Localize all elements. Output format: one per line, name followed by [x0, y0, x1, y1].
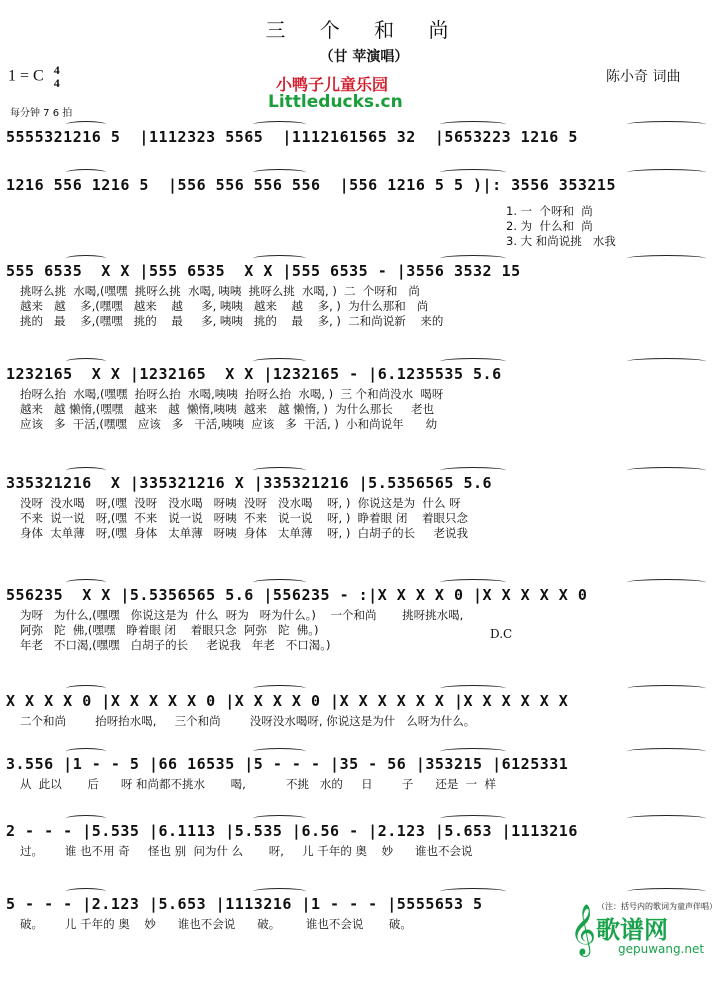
- slur-mark: [253, 888, 306, 895]
- key-label: 1 = C: [8, 67, 44, 85]
- lyric-line: 1. 一 个呀和 尚: [506, 204, 593, 218]
- lyric-line: 抬呀么抬 水喝,(嘿嘿 抬呀么抬 水喝,咦咦 抬呀么抬 水喝, ) 三 个和尚没水 喝呀: [20, 387, 444, 401]
- slur-mark: [627, 358, 706, 365]
- slur-mark: [253, 255, 306, 262]
- lyric-line: 二个和尚 抬呀抬水喝, 三个和尚 没呀没水喝呀, 你说这是为什 么呀为什么。: [20, 714, 476, 728]
- slur-mark: [66, 358, 106, 365]
- notation-line: 3.556 |1 - - 5 |66 16535 |5 - - - |35 - 56 |353215 |6125331: [6, 755, 578, 773]
- notation-line: 556235 X X |5.5356565 5.6 |556235 - :|X X X X 0 |X X X X X 0: [6, 586, 597, 604]
- lyric-line: 破。 儿 千年的 奥 妙 谁也不会说 破。 谁也不会说 破。: [20, 917, 412, 931]
- notation-line: 1232165 X X |1232165 X X |1232165 - |6.1235535 5.6: [6, 365, 512, 383]
- singer-credit: （甘 苹演唱）: [319, 49, 409, 65]
- slur-mark: [627, 815, 706, 822]
- slur-mark: [253, 169, 306, 176]
- slur-mark: [627, 888, 706, 895]
- slur-mark: [66, 888, 106, 895]
- logo-english: Littleducks.cn: [268, 92, 403, 112]
- slur-mark: [627, 579, 706, 586]
- slur-mark: [440, 358, 506, 365]
- slur-mark: [440, 255, 506, 262]
- lyric-line: 越来 越 多,(嘿嘿 越来 越 多, 咦咦 越来 越 多, ) 为什么那和 尚: [20, 299, 429, 313]
- lyric-line: 没呀 没水喝 呀,(嘿 没呀 没水喝 呀咦 没呀 没水喝 呀, ) 你说这是为 什么 呀: [20, 496, 461, 510]
- slur-mark: [66, 121, 106, 128]
- footer-note: （注：括号内的歌词为童声伴唱）: [597, 902, 717, 911]
- slur-mark: [440, 888, 506, 895]
- song-title: 三 个 和 尚: [265, 18, 463, 42]
- slur-mark: [253, 121, 306, 128]
- lyric-line: 不来 说一说 呀,(嘿 不来 说一说 呀咦 不来 说一说 呀, ) 睁着眼 闭 着眼只念: [20, 511, 468, 525]
- composer-credit: 陈小奇 词曲: [606, 69, 681, 85]
- slur-mark: [440, 579, 506, 586]
- lyric-line: 年老 不口渴,(嘿嘿 白胡子的长 老说我 年老 不口渴。): [20, 638, 331, 652]
- slur-mark: [627, 467, 706, 474]
- lyric-line: 从 此以 后 呀 和尚都不挑水 喝, 不挑 水的 日 子 还是 一 样: [20, 777, 496, 791]
- lyric-line: 越来 越 懒惰,(嘿嘿 越来 越 懒惰,咦咦 越来 越 懒惰, ) 为什么那长 老也: [20, 402, 434, 416]
- score-row: [6, 176, 722, 266]
- notation-line: 335321216 X |335321216 X |335321216 |5.5356565 5.6: [6, 474, 502, 492]
- watermark-logo: 歌谱网: [596, 916, 668, 944]
- slur-mark: [253, 685, 306, 692]
- slur-mark: [627, 685, 706, 692]
- watermark-url: gepuwang.net: [618, 942, 705, 956]
- lyric-line: 身体 太单薄 呀,(嘿 身体 太单薄 呀咦 身体 太单薄 呀, ) 白胡子的长 老说我: [20, 526, 468, 540]
- slur-mark: [440, 748, 506, 755]
- dc-mark: D.C: [490, 627, 513, 641]
- score-row: [6, 474, 722, 564]
- slur-mark: [440, 121, 506, 128]
- slur-mark: [66, 255, 106, 262]
- key-signature: [8, 64, 60, 90]
- score-row: [6, 586, 722, 676]
- lyric-line: 为呀 为什么,(嘿嘿 你说这是为 什么 呀为 呀为什么。) 一个和尚 挑呀挑水喝,: [20, 608, 464, 622]
- tempo-marking: 每分钟 7 6 拍: [10, 108, 73, 119]
- slur-mark: [440, 685, 506, 692]
- lyric-line: 应该 多 干活,(嘿嘿 应该 多 干活,咦咦 应该 多 干活, ) 小和尚说年 幼: [20, 417, 438, 431]
- score-row: [6, 365, 722, 455]
- lyric-line: 2. 为 什么和 尚: [506, 219, 593, 233]
- lyric-line: 阿弥 陀 佛,(嘿嘿 睁着眼 闭 着眼只念 阿弥 陀 佛。): [20, 623, 319, 637]
- score-row: [6, 262, 722, 352]
- notation-line: 2 - - - |5.535 |6.1113 |5.535 |6.56 - |2.123 |5.653 |1113216: [6, 822, 588, 840]
- notation-line: 5555321216 5 |1112323 5565 |1112161565 32 |5653223 1216 5: [6, 128, 588, 146]
- lyric-line: 3. 大 和尚说挑 水我: [506, 234, 616, 248]
- slur-mark: [627, 169, 706, 176]
- slur-mark: [66, 467, 106, 474]
- lyric-line: 挑的 最 多,(嘿嘿 挑的 最 多, 咦咦 挑的 最 多, ) 二和尚说新 来的: [20, 314, 444, 328]
- slur-mark: [66, 815, 106, 822]
- time-bottom: 4: [53, 76, 60, 90]
- lyric-line: 挑呀么挑 水喝,(嘿嘿 挑呀么挑 水喝, 咦咦 挑呀么挑 水喝, ) 二 个呀和 尚: [20, 284, 420, 298]
- slur-mark: [440, 169, 506, 176]
- slur-mark: [66, 579, 106, 586]
- slur-mark: [253, 815, 306, 822]
- lyric-line: 过。 谁 也不用 奇 怪也 别 问为什 么 呀, 儿 千年的 奥 妙 谁也不会说: [20, 844, 473, 858]
- notation-line: 555 6535 X X |555 6535 X X |555 6535 - |3556 3532 15: [6, 262, 531, 280]
- notation-line: X X X X 0 |X X X X X 0 |X X X X 0 |X X X X X X |X X X X X X: [6, 692, 578, 710]
- slur-mark: [253, 467, 306, 474]
- slur-mark: [627, 748, 706, 755]
- logo-chinese: 小鸭子儿童乐园: [276, 75, 389, 94]
- notation-line: 5 - - - |2.123 |5.653 |1113216 |1 - - - |5555653 5: [6, 895, 493, 913]
- slur-mark: [66, 685, 106, 692]
- slur-mark: [627, 255, 706, 262]
- slur-mark: [440, 467, 506, 474]
- slur-mark: [627, 121, 706, 128]
- slur-mark: [253, 358, 306, 365]
- slur-mark: [66, 169, 106, 176]
- slur-mark: [66, 748, 106, 755]
- treble-clef-icon: 𝄞: [570, 904, 597, 955]
- slur-mark: [253, 748, 306, 755]
- time-signature: [54, 64, 60, 90]
- notation-line: 1216 556 1216 5 |556 556 556 556 |556 1216 5 5 )|: 3556 353215: [6, 176, 626, 194]
- slur-mark: [253, 579, 306, 586]
- time-top: 4: [53, 63, 60, 77]
- slur-mark: [440, 815, 506, 822]
